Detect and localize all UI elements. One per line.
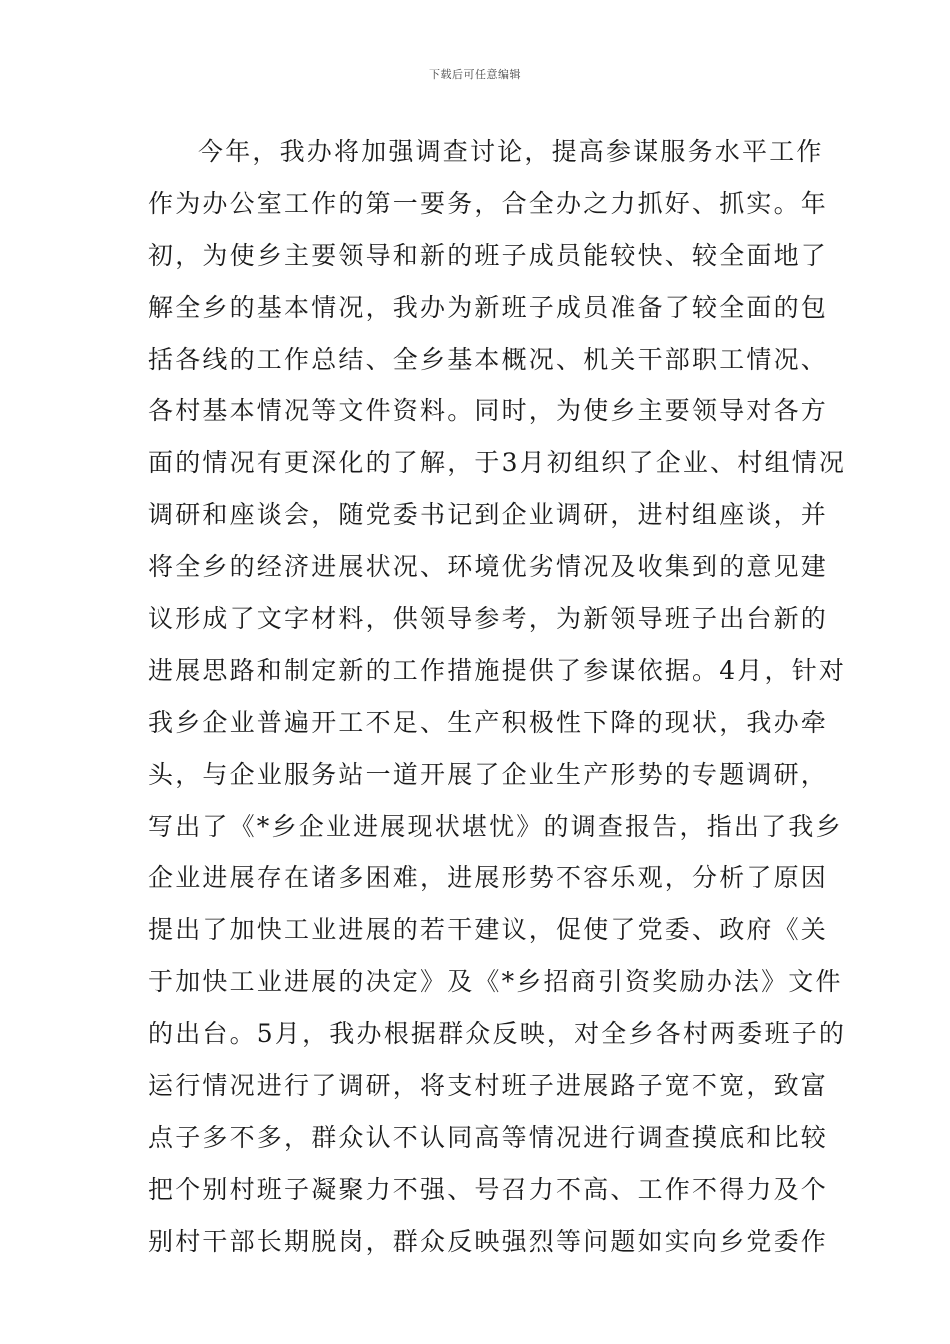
paragraph-line: 将全乡的经济进展状况、环境优劣情况及收集到的意见建 [148,552,829,582]
paragraph-line: 写出了《*乡企业进展现状堪忧》的调查报告，指出了我乡 [148,811,843,841]
paragraph-line: 面的情况有更深化的了解，于3月初组织了企业、村组情况 [148,448,847,478]
paragraph-line: 点子多不多，群众认不认同高等情况进行调查摸底和比较 [148,1122,829,1152]
header-note: 下载后可任意编辑 [429,68,521,81]
paragraph-line: 初，为使乡主要领导和新的班子成员能较快、较全面地了 [148,240,829,270]
paragraph-line: 今年，我办将加强调查讨论，提高参谋服务水平工作 [198,137,824,166]
paragraph-line: 我乡企业普遍开工不足、生产积极性下降的现状，我办牵 [148,707,829,737]
paragraph-line: 议形成了文字材料，供领导参考，为新领导班子出台新的 [148,604,829,634]
paragraph-line: 把个别村班子凝聚力不强、号召力不高、工作不得力及个 [148,1174,829,1204]
paragraph-line: 解全乡的基本情况，我办为新班子成员准备了较全面的包 [148,292,829,322]
paragraph-line: 别村干部长期脱岗，群众反映强烈等问题如实向乡党委作 [148,1226,829,1256]
paragraph-line: 头，与企业服务站一道开展了企业生产形势的专题调研， [148,759,829,789]
paragraph-line: 调研和座谈会，随党委书记到企业调研，进村组座谈，并 [148,500,829,530]
paragraph-line: 括各线的工作总结、全乡基本概况、机关干部职工情况、 [148,344,829,374]
paragraph-line: 运行情况进行了调研，将支村班子进展路子宽不宽，致富 [148,1071,829,1101]
paragraph-line: 企业进展存在诸多困难，进展形势不容乐观，分析了原因 [148,863,829,893]
body-paragraph [148,126,847,1268]
paragraph-line: 于加快工业进展的决定》及《*乡招商引资奖励办法》文件 [148,967,843,997]
paragraph-line: 提出了加快工业进展的若干建议，促使了党委、政府《关 [148,915,829,945]
paragraph-line: 的出台。5月，我办根据群众反映，对全乡各村两委班子的 [148,1019,847,1049]
paragraph-line: 进展思路和制定新的工作措施提供了参谋依据。4月，针对 [148,655,847,685]
paragraph-line: 各村基本情况等文件资料。同时，为使乡主要领导对各方 [148,396,829,426]
paragraph-line: 作为办公室工作的第一要务，合全办之力抓好、抓实。年 [148,188,829,218]
